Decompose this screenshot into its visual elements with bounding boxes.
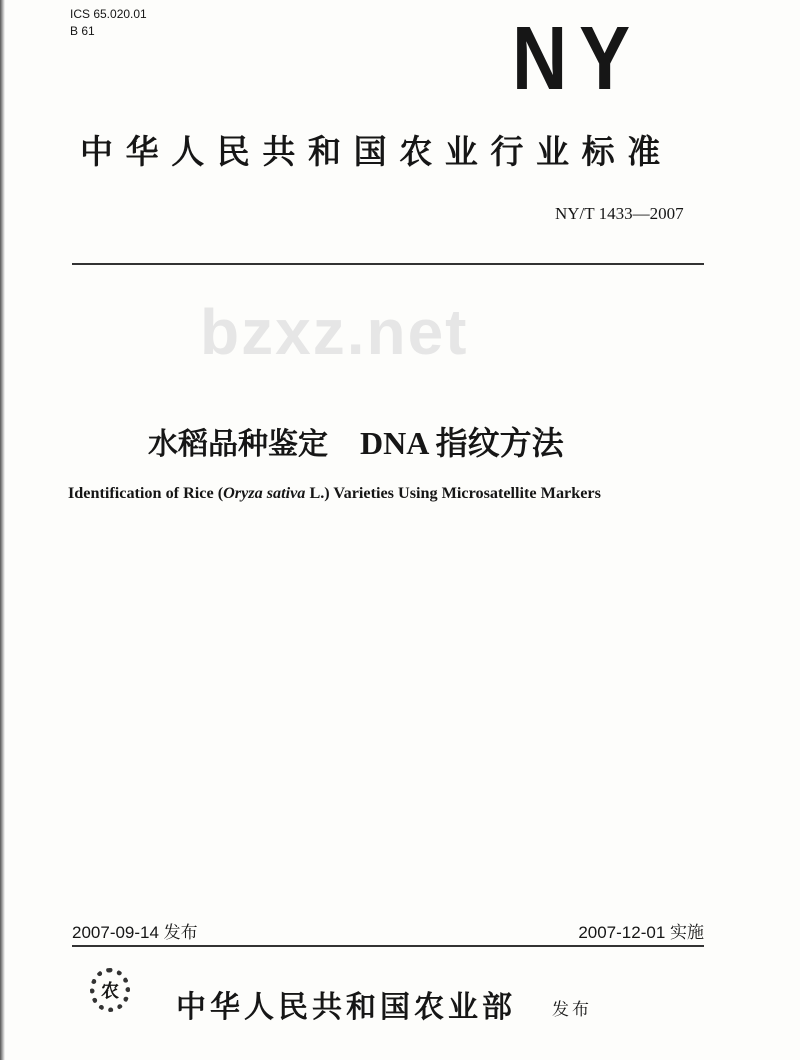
logo-glyph: 农 <box>101 981 119 1002</box>
standard-code: NY/T 1433—2007 <box>555 204 684 223</box>
ccs-code: B 61 <box>70 24 95 38</box>
title-dna-part: DNA 指纹方法 <box>360 425 564 461</box>
implement-date: 2007-12-01 实施 <box>578 923 704 942</box>
header-divider <box>72 263 704 265</box>
title-en-pre: Identification of Rice ( <box>68 484 224 502</box>
document-title-en <box>68 484 708 503</box>
title-en-post: L.) Varieties Using Microsatellite Markers <box>305 484 601 502</box>
issuer-suffix: 发布 <box>552 1000 592 1020</box>
footer-divider <box>72 945 704 947</box>
title-en-species: Oryza sativa <box>223 484 306 502</box>
ics-code: ICS 65.020.01 <box>70 7 147 21</box>
standard-mark: NY <box>512 9 643 109</box>
scan-edge <box>0 0 5 1060</box>
ministry-logo-icon <box>90 968 130 1012</box>
document-title-cn <box>148 418 564 464</box>
watermark: bzxz.net <box>200 296 469 368</box>
classification-codes <box>70 6 147 40</box>
standard-title: 中华人民共和国农业行业标准 <box>80 132 673 171</box>
issue-date: 2007-09-14 发布 <box>72 923 198 942</box>
issuer: 中华人民共和国农业部 <box>176 990 516 1025</box>
title-cn-part: 水稻品种鉴定 <box>148 427 328 462</box>
